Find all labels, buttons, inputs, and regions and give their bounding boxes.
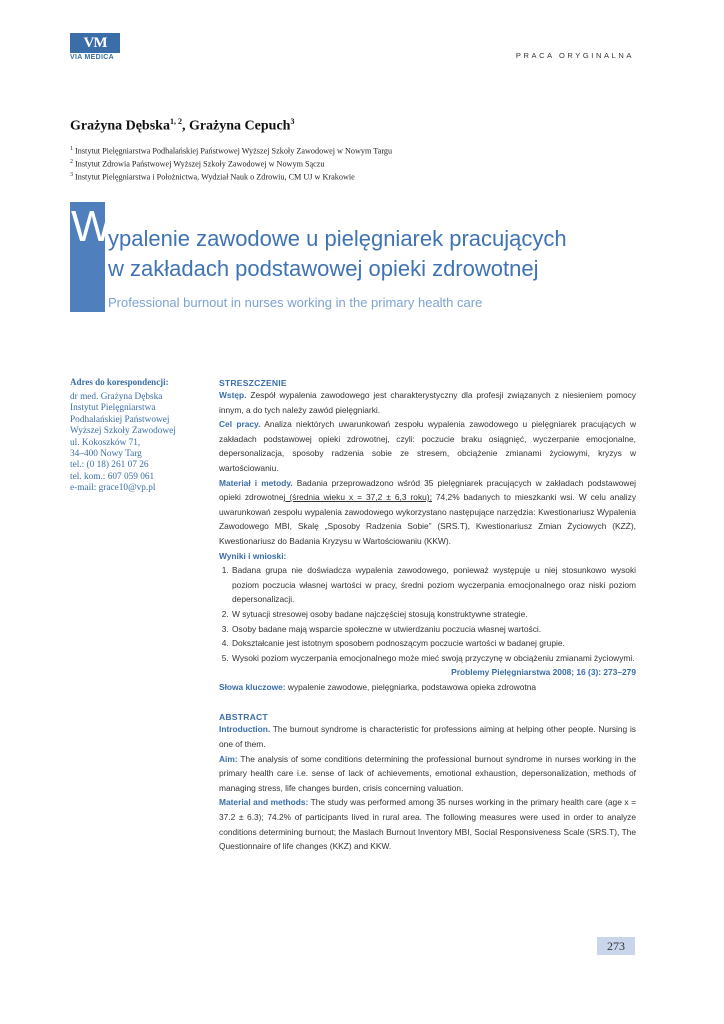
introduction-label: Introduction. [219, 724, 271, 735]
findings-list [219, 563, 636, 665]
citation: Problemy Pielęgniarstwa 2008; 16 (3): 273–279 [451, 667, 636, 678]
cel-paragraph [219, 417, 636, 475]
title-line-1: ypalenie zawodowe u pielęgniarek pracujących [108, 226, 567, 251]
streszczenie-heading: STRESZCZENIE [219, 378, 287, 388]
keywords-label: Słowa kluczowe: [219, 681, 286, 692]
keywords-text: wypalenie zawodowe, pielęgniarka, podstawowa opieka zdrowotna [285, 681, 537, 692]
finding-item: 3. Osoby badane mają wsparcie społeczne w utwierdzaniu poczucia własnej wartości. [231, 622, 636, 637]
wyniki-label: Wyniki i wnioski: [219, 550, 287, 561]
author-separator: , [181, 118, 189, 134]
affiliation-text: Instytut Pielęgniarstwa Podhalańskiej Państwowej Wyższej Szkoły Zawodowej w Nowym Targu [75, 146, 393, 156]
methods-text: The study was performed among 35 nurses working in the primary health care (age x = 37.2 ± 6.3); 74.2% of participants lived in rural area. The following measures were used in order to analyze conditions determining burnout; the Maslach Burnout Inventory MBI, Social Responsiveness Scale (SRS.T), The Questionnaire of life changes (KKZ) and KKW. [219, 797, 636, 852]
material-paragraph [219, 476, 636, 549]
correspondence-line: Wyższej Szkoły Zawodowej [70, 426, 176, 437]
wstep-label: Wstęp. [219, 390, 247, 400]
author-2-name: Grażyna Cepuch [188, 118, 291, 134]
authors [70, 117, 294, 135]
material-text-a: Badania przeprowadzono wśród 35 pielęgniarek pracujących w zakładach podstawowej opieki zdrowotnej [219, 477, 636, 503]
finding-item: 2. W sytuacji stresowej osoby badane najczęściej stosują konstruktywne strategie. [231, 607, 636, 622]
logo-mark: VM [70, 33, 120, 53]
methods-label: Material and methods: [219, 797, 309, 808]
aim-paragraph [219, 752, 636, 796]
affiliation-text: Instytut Zdrowia Państwowej Wyższej Szkoły Zawodowej w Nowym Sączu [75, 159, 325, 169]
correspondence-line: tel. kom.: 607 059 061 [70, 471, 155, 482]
affiliations [70, 144, 392, 183]
logo-text: VIA MEDICA [70, 54, 114, 61]
correspondence-block [70, 377, 210, 495]
finding-item: 1. Badana grupa nie doświadcza wypalenia zawodowego, ponieważ występuje u niej stosunkowo wysoki poziom poczucia własnej wartości w pracy, średni poziom wyczerpania emocjonalnego oraz niski poziom depersonalizacji. [231, 563, 636, 607]
author-2-affil: 3 [290, 117, 295, 126]
wstep-paragraph [219, 388, 636, 417]
via-medica-logo [70, 33, 120, 61]
title-line-2: w zakładach podstawowej opieki zdrowotnej [108, 256, 539, 281]
page-number: 273 [597, 937, 635, 955]
wstep-text: Zespół wypalenia zawodowego jest charakterystyczny dla profesji związanych z niesieniem pomocy innym, a do tych należy zawód pielęgniarki. [219, 390, 636, 415]
affiliation-item [70, 170, 392, 183]
cel-label: Cel pracy. [219, 419, 261, 430]
abstract-heading: ABSTRACT [219, 712, 268, 723]
correspondence-line: ul. Kokoszków 71, [70, 437, 141, 448]
introduction-paragraph [219, 722, 636, 751]
correspondence-line: 34–400 Nowy Targ [70, 449, 142, 460]
finding-item: 4. Dokształcanie jest istotnym sposobem podnoszącym poczucie wartości w badanej grupie. [231, 636, 636, 651]
introduction-text: The burnout syndrome is characteristic for professions aiming at helping other people. Nursing is one of them. [219, 724, 636, 750]
keywords-paragraph [219, 680, 636, 695]
affiliation-num: 3 [70, 172, 73, 179]
cel-text: Analiza niektórych uwarunkowań zespołu wypalenia zawodowego u pielęgniarek pracujących w zakładach podstawowej opieki zdrowotnej, czyli: poczucie braku osiągnięć, wyczerpanie emocjonalne, depersonalizacja, sposoby radzenia sobie ze stresem, obciążenie zmianami życiowymi, kryzys w wartościowaniu. [219, 419, 636, 473]
correspondence-email[interactable]: e-mail: grace10@vp.pl [70, 483, 156, 494]
section-label: PRACA ORYGINALNA [515, 51, 634, 60]
english-title: Professional burnout in nurses working in the primary health care [108, 295, 483, 310]
material-text-b: 74,2% badanych to mieszkanki wsi. W celu analizy uwarunkowań zespołu wypalenia zawodowego wykorzystano następujące narzędzia: Kwestionariusz Wypalenia Zawodowego MBI, Skalę „Sposoby Radzenia Sobie” (SRS.T), Kwestionariusz Zmian Życiowych (KZŻ), Kwestionariusz do Badania Kryzysu w Wartościowaniu (KKW). [219, 492, 637, 546]
methods-paragraph [219, 795, 636, 853]
correspondence-line: tel.: (0 18) 261 07 26 [70, 460, 149, 471]
correspondence-line: Instytut Pielęgniarstwa [70, 403, 156, 414]
affiliation-item [70, 144, 392, 157]
author-1-affil: 1, 2 [169, 117, 182, 126]
material-label: Materiał i metody. [219, 477, 293, 488]
correspondence-heading: Adres do korespondencji: [70, 377, 169, 387]
affiliation-text: Instytut Pielęgniarstwa i Położnictwa, Wydział Nauk o Zdrowiu, CM UJ w Krakowie [75, 173, 355, 183]
author-1-name: Grażyna Dębska [70, 118, 170, 134]
finding-item: 5. Wysoki poziom wyczerpania emocjonalnego może mieć swoją przyczynę w obciążeniu zmianami życiowymi. [231, 651, 636, 666]
correspondence-line: dr med. Grażyna Dębska [70, 392, 163, 402]
affiliation-num: 1 [70, 146, 73, 152]
aim-text: The analysis of some conditions determining the professional burnout syndrome in nurses working in the primary health care i.e. sense of lack of achievements, emotional exhaustion, depersonalization, methods of managing stress, life changes burden, crisis concerning valuation. [219, 753, 636, 793]
correspondence-line: Podhalańskiej Państwowej [70, 414, 170, 425]
material-underlined: (średnia wieku x = 37,2 ± 6,3 roku); [285, 492, 432, 503]
affiliation-item [70, 157, 392, 170]
aim-label: Aim: [219, 753, 238, 764]
abstract-column [219, 378, 636, 854]
title-initial: W [71, 202, 113, 251]
affiliation-num: 2 [70, 159, 73, 166]
